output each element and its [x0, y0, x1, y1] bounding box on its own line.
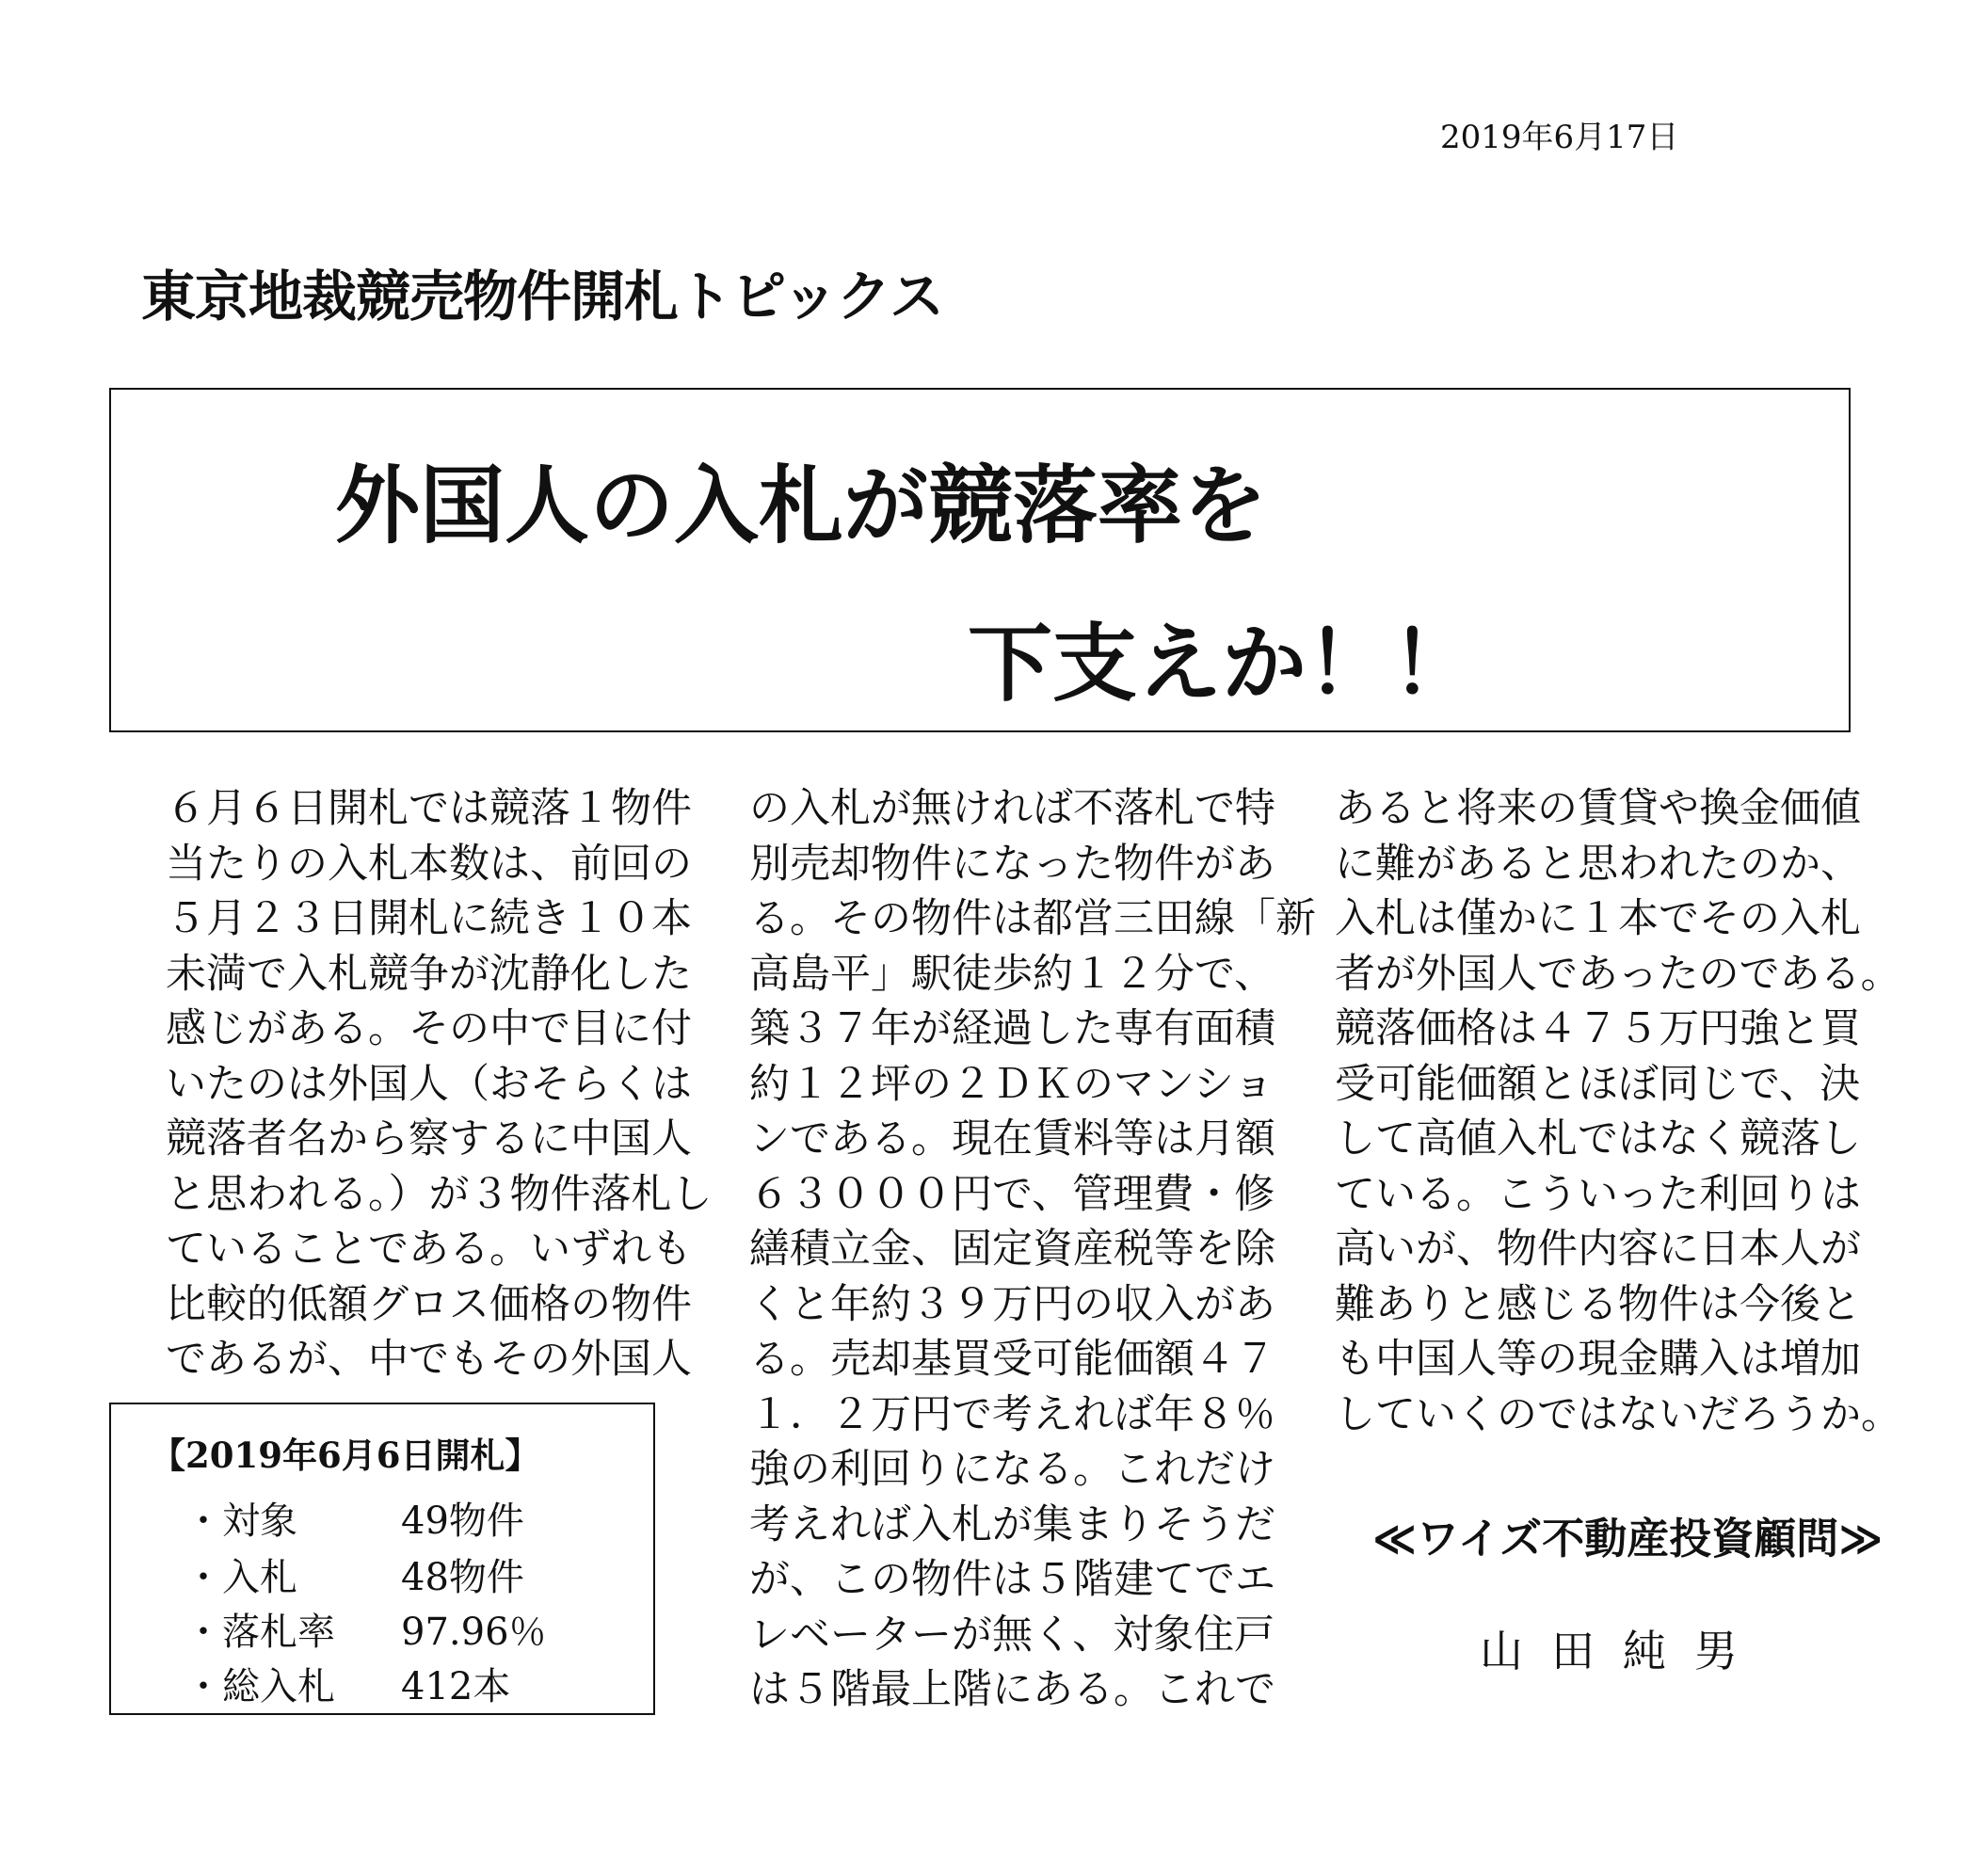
- text-line: ンである。現在賃料等は月額: [749, 1115, 1275, 1162]
- text-line: と思われる。）が３物件落札し: [166, 1170, 713, 1218]
- text-line: は５階最上階にある。これで: [749, 1666, 1275, 1713]
- text-line: 比較的低額グロス価格の物件: [166, 1280, 692, 1328]
- text-line: １．２万円で考えれば年８％: [749, 1390, 1275, 1438]
- text-line: 高島平」駅徒歩約１２分で、: [749, 950, 1275, 998]
- organization-name: ≪ワイズ不動産投資顧問≫: [1372, 1514, 1884, 1563]
- headline-line-2: 下支えか！！: [968, 615, 1476, 714]
- text-line: ６月６日開札では競落１物件: [166, 785, 692, 832]
- stat-value: 97.96％: [401, 1611, 547, 1654]
- article-column-3: [1335, 781, 1901, 1442]
- text-line: ６３０００円で、管理費・修: [749, 1170, 1275, 1218]
- text-line: 約１２坪の２ＤＫのマンショ: [749, 1060, 1275, 1108]
- text-line: していくのではないだろうか。: [1335, 1390, 1901, 1438]
- text-line: る。その物件は都営三田線「新: [749, 895, 1316, 942]
- stat-label: ・総入札: [184, 1665, 335, 1708]
- stat-value: 412本: [401, 1665, 511, 1708]
- stat-label: ・入札: [184, 1556, 297, 1599]
- stats-title: 【2019年6月6日開札】: [151, 1435, 540, 1476]
- article-date: 2019年6月17日: [1440, 119, 1679, 156]
- text-line: くと年約３９万円の収入があ: [749, 1280, 1275, 1328]
- text-line: 未満で入札競争が沈静化した: [166, 950, 692, 998]
- text-line: ていることである。いずれも: [166, 1226, 692, 1273]
- stat-row-rate: [184, 1602, 547, 1656]
- text-line: 感じがある。その中で目に付: [166, 1005, 692, 1052]
- text-line: いたのは外国人（おそらくは: [166, 1060, 692, 1108]
- author-name: 山田純男: [1480, 1626, 1766, 1676]
- headline-line-1: 外国人の入札が競落率を: [335, 457, 1267, 555]
- article-column-2: [749, 781, 1316, 1718]
- text-line: の入札が無ければ不落札で特: [749, 785, 1275, 832]
- text-line: が、この物件は５階建てでエ: [749, 1556, 1275, 1603]
- text-line: ５月２３日開札に続き１０本: [166, 895, 692, 942]
- text-line: 者が外国人であったのである。: [1335, 950, 1901, 998]
- text-line: 繕積立金、固定資産税等を除: [749, 1226, 1275, 1273]
- stat-row-bids: [184, 1547, 524, 1601]
- text-line: あると将来の賃貸や換金価値: [1335, 785, 1861, 832]
- text-line: して高値入札ではなく競落し: [1335, 1115, 1861, 1162]
- text-line: 競落価格は４７５万円強と買: [1335, 1005, 1861, 1052]
- text-line: 高いが、物件内容に日本人が: [1335, 1226, 1861, 1273]
- stat-label: ・落札率: [184, 1611, 335, 1654]
- text-line: 築３７年が経過した専有面積: [749, 1005, 1275, 1052]
- stat-value: 49物件: [401, 1499, 524, 1543]
- text-line: 強の利回りになる。これだけ: [749, 1446, 1275, 1493]
- stat-value: 48物件: [401, 1556, 524, 1599]
- text-line: であるが、中でもその外国人: [166, 1336, 692, 1383]
- text-line: 受可能価額とほぼ同じで、決: [1335, 1060, 1861, 1108]
- stat-row-target: [184, 1491, 524, 1545]
- text-line: 競落者名から察するに中国人: [166, 1115, 692, 1162]
- text-line: 考えれば入札が集まりそうだ: [749, 1500, 1275, 1548]
- text-line: 難ありと感じる物件は今後と: [1335, 1280, 1861, 1328]
- series-title: 東京地裁競売物件開札トピックス: [141, 265, 944, 329]
- auction-stats-box: [109, 1403, 655, 1715]
- text-line: 入札は僅かに１本でその入札: [1335, 895, 1861, 942]
- text-line: る。売却基買受可能価額４７: [749, 1336, 1275, 1383]
- text-line: も中国人等の現金購入は増加: [1335, 1336, 1861, 1383]
- text-line: 別売却物件になった物件があ: [749, 840, 1275, 888]
- text-line: 当たりの入札本数は、前回の: [166, 840, 692, 888]
- headline-box: [109, 388, 1851, 732]
- stat-row-total-bids: [184, 1657, 510, 1710]
- text-line: に難があると思われたのか、: [1335, 840, 1861, 888]
- stat-label: ・対象: [184, 1499, 297, 1543]
- text-line: レベーターが無く、対象住戸: [749, 1611, 1275, 1659]
- text-line: ている。こういった利回りは: [1335, 1170, 1861, 1218]
- article-column-1: [166, 781, 713, 1387]
